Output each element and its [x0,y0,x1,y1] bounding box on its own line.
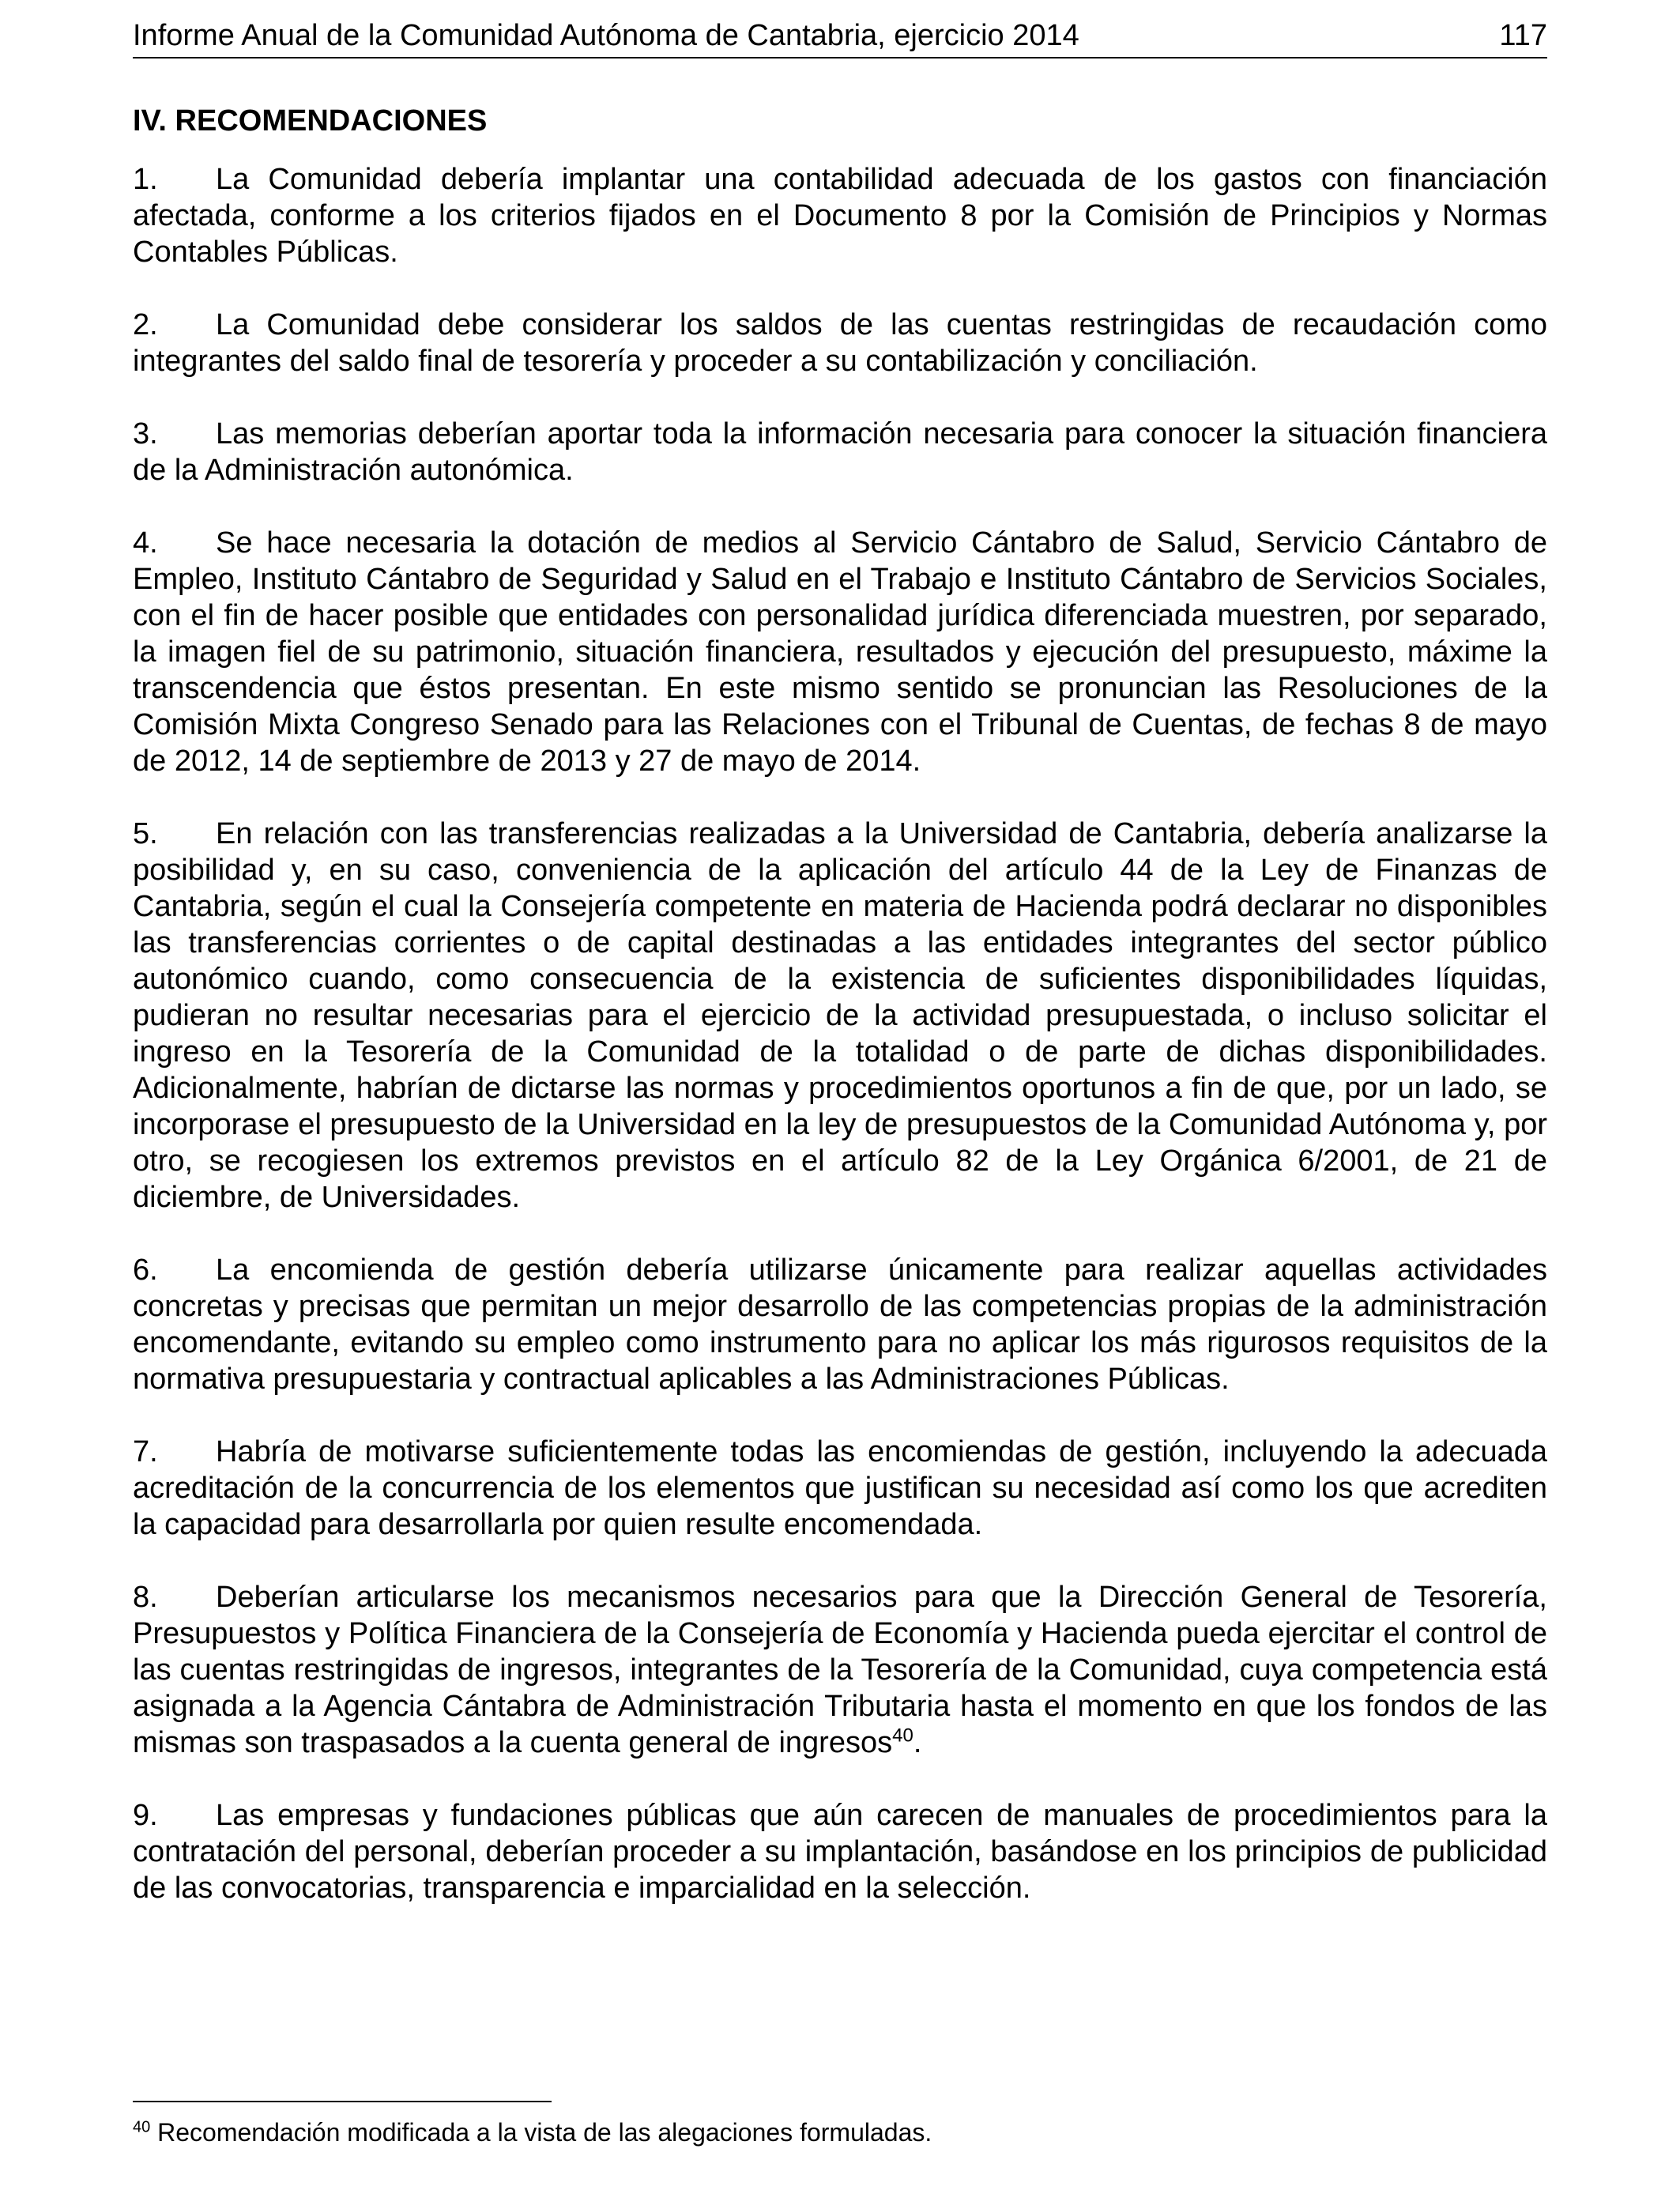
recommendation-number: 9. [133,1799,158,1832]
document-page [133,14,1547,2147]
recommendation-2 [133,307,1547,379]
recommendation-text: Las empresas y fundaciones públicas que aún carecen de manuales de procedimientos para la contratación del personal, deberían proceder a su implantación, basándose en los principios de publicidad de las convocatorias, transparencia e imparcialidad en la selección. [133,1799,1547,1905]
recommendation-number: 2. [133,308,158,341]
footnote-reference[interactable]: 40 [892,1725,913,1747]
recommendation-number: 5. [133,817,158,850]
section-title: IV. RECOMENDACIONES [133,104,488,138]
footnote-text: Recomendación modificada a la vista de las alegaciones formuladas. [157,2118,932,2147]
recommendation-8 [133,1579,1547,1761]
footnote-marker: 40 [133,2118,151,2136]
page-number: 117 [1499,19,1547,52]
recommendation-5 [133,816,1547,1216]
recommendation-text: La Comunidad debe considerar los saldos de las cuentas restringidas de recaudación como integrantes del saldo final de tesorería y proceder a su contabilización y conciliación. [133,308,1547,378]
recommendation-4 [133,525,1547,779]
recommendation-1 [133,161,1547,270]
page-header [133,14,1547,58]
recommendation-6 [133,1252,1547,1397]
recommendation-9 [133,1797,1547,1906]
footnote [133,2117,1547,2148]
recommendation-text: Se hace necesaria la dotación de medios al Servicio Cántabro de Salud, Servicio Cántabro de Empleo, Instituto Cántabro de Seguridad y Salud en el Trabajo e Instituto Cántabro de Servicios Sociales, con el fin de hacer posible que entidades con personalidad jurídica diferenciada muestren, por separado, la imagen fiel de su patrimonio, situación financiera, resultados y ejecución del presupuesto, máxime la transcendencia que éstos presentan. En este mismo sentido se pronuncian las Resoluciones de la Comisión Mixta Congreso Senado para las Relaciones con el Tribunal de Cuentas, de fechas 8 de mayo de 2012, 14 de septiembre de 2013 y 27 de mayo de 2014. [133,526,1547,778]
recommendation-text: La encomienda de gestión debería utilizarse únicamente para realizar aquellas actividades concretas y precisas que permitan un mejor desarrollo de las competencias propias de la administración encomendante, evitando su empleo como instrumento para no aplicar los más rigurosos requisitos de la normativa presupuestaria y contractual aplicables a las Administraciones Públicas. [133,1253,1547,1396]
recommendation-3 [133,416,1547,488]
recommendation-number: 6. [133,1253,158,1287]
recommendation-number: 1. [133,163,158,196]
recommendation-text: Deberían articularse los mecanismos necesarios para que la Dirección General de Tesorería, Presupuestos y Política Financiera de la Consejería de Economía y Hacienda pueda ejercitar el control de las cuentas restringidas de ingresos, integrantes de la Tesorería de la Comunidad, cuya competencia está asignada a la Agencia Cántabra de Administración Tributaria hasta el momento en que los fondos de las mismas son traspasados a la cuenta general de ingresos [133,1581,1547,1759]
recommendation-text: Habría de motivarse suficientemente todas las encomiendas de gestión, incluyendo la adecuada acreditación de la concurrencia de los elementos que justifican su necesidad así como los que acrediten la capacidad para desarrollarla por quien resulte encomendada. [133,1435,1547,1541]
recommendation-number: 3. [133,417,158,450]
recommendation-number: 7. [133,1435,158,1468]
recommendation-end: . [913,1726,922,1759]
header-title: Informe Anual de la Comunidad Autónoma de Cantabria, ejercicio 2014 [133,19,1079,52]
recommendation-text: Las memorias deberían aportar toda la información necesaria para conocer la situación financiera de la Administración autonómica. [133,417,1547,487]
recommendation-text: En relación con las transferencias realizadas a la Universidad de Cantabria, debería analizarse la posibilidad y, en su caso, conveniencia de la aplicación del artículo 44 de la Ley de Finanzas de Cantabria, según el cual la Consejería competente en materia de Hacienda podrá declarar no disponibles las transferencias corrientes o de capital destinadas a las entidades integrantes del sector público autonómico cuando, como consecuencia de la existencia de suficientes disponibilidades líquidas, pudieran no resultar necesarias para el ejercicio de la actividad presupuestada, o incluso solicitar el ingreso en la Tesorería de la Comunidad de la totalidad o de parte de dichas disponibilidades. Adicionalmente, habrían de dictarse las normas y procedimientos oportunos a fin de que, por un lado, se incorporase el presupuesto de la Universidad en la ley de presupuestos de la Comunidad Autónoma y, por otro, se recogiesen los extremos previstos en el artículo 82 de la Ley Orgánica 6/2001, de 21 de diciembre, de Universidades. [133,817,1547,1214]
recommendation-number: 4. [133,526,158,560]
recommendation-text: La Comunidad debería implantar una contabilidad adecuada de los gastos con financiación afectada, conforme a los criterios fijados en el Documento 8 por la Comisión de Principios y Normas Contables Públicas. [133,163,1547,269]
recommendation-7 [133,1434,1547,1543]
recommendation-number: 8. [133,1581,158,1614]
footnote-separator [133,2101,552,2102]
